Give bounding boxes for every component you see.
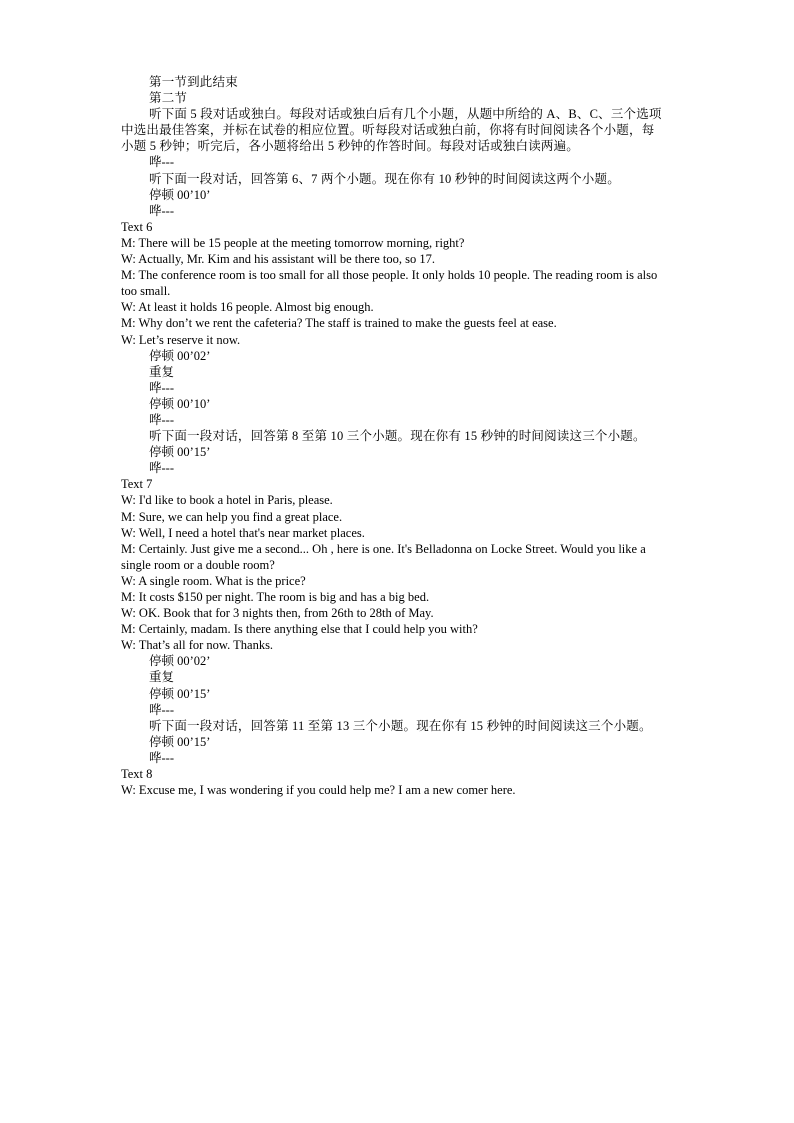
dialogue-line: W: Excuse me, I was wondering if you could help me? I am a new comer here. — [121, 783, 516, 798]
dialogue-line: W: At least it holds 16 people. Almost big enough. — [121, 300, 374, 315]
pause-cue: 停顿 00’15’ — [149, 734, 211, 749]
pause-cue: 停顿 00’02’ — [149, 654, 211, 669]
question-instruction: 听下面一段对话，回答第 6、7 两个小题。现在你有 10 秒钟的时间阅读这两个小题。 — [149, 171, 620, 186]
dialogue-line: M: Why don’t we rent the cafeteria? The staff is trained to make the guests feel at ease. — [121, 316, 557, 331]
dialogue-line: M: The conference room is too small for all those people. It only holds 10 people. The reading room is also too small. — [121, 268, 658, 299]
text-heading: Text 8 — [121, 767, 153, 782]
pause-cue: 停顿 00’15’ — [149, 445, 211, 460]
dialogue-line: W: That’s all for now. Thanks. — [121, 638, 274, 653]
pause-cue: 停顿 00’02’ — [149, 348, 211, 363]
beep-cue: 哗--- — [149, 750, 174, 765]
repeat-cue: 重复 — [149, 670, 175, 685]
beep-cue: 哗--- — [149, 412, 174, 427]
dialogue-line: W: Well, I need a hotel that's near market places. — [121, 525, 365, 540]
dialogue-line: M: Certainly. Just give me a second... Oh , here is one. It's Belladonna on Locke Street. Would you like a single room or a double room? — [121, 541, 646, 572]
instructions-paragraph: 听下面 5 段对话或独白。每段对话或独白后有几个小题，从题中所给的 A、B、C、三个选项中选出最佳答案，并标在试卷的相应位置。听每段对话或独白前，你将有时间阅读各个小题，每小题 5 秒钟；听完后，各小题将给出 5 秒钟的作答时间。每段对话或独白读两遍。 — [121, 107, 662, 154]
dialogue-line: W: Actually, Mr. Kim and his assistant will be there too, so 17. — [121, 252, 435, 267]
text-heading: Text 7 — [121, 477, 153, 492]
dialogue-line: W: OK. Book that for 3 nights then, from 26th to 28th of May. — [121, 606, 434, 621]
document-body — [121, 74, 667, 798]
beep-cue: 哗--- — [149, 702, 174, 717]
repeat-cue: 重复 — [149, 364, 175, 379]
dialogue-line: M: There will be 15 people at the meeting tomorrow morning, right? — [121, 235, 465, 250]
dialogue-line: W: A single room. What is the price? — [121, 573, 306, 588]
pause-cue: 停顿 00’10’ — [149, 396, 211, 411]
beep-cue: 哗--- — [149, 155, 174, 170]
pause-cue: 停顿 00’15’ — [149, 686, 211, 701]
dialogue-line: M: It costs $150 per night. The room is big and has a big bed. — [121, 590, 430, 604]
dialogue-line: W: Let’s reserve it now. — [121, 332, 241, 347]
pause-cue: 停顿 00’10’ — [149, 187, 211, 202]
beep-cue: 哗--- — [149, 203, 174, 218]
question-instruction: 听下面一段对话，回答第 8 至第 10 三个小题。现在你有 15 秒钟的时间阅读这三个小题。 — [149, 429, 646, 444]
text-heading: Text 6 — [121, 219, 153, 234]
section-end-line: 第一节到此结束 — [149, 75, 238, 89]
beep-cue: 哗--- — [149, 461, 174, 476]
dialogue-line: W: I'd like to book a hotel in Paris, please. — [121, 493, 333, 508]
dialogue-line: M: Certainly, madam. Is there anything else that I could help you with? — [121, 622, 478, 637]
section-heading: 第二节 — [149, 91, 188, 106]
beep-cue: 哗--- — [149, 380, 174, 395]
question-instruction: 听下面一段对话，回答第 11 至第 13 三个小题。现在你有 15 秒钟的时间阅读这三个小题。 — [149, 718, 652, 733]
dialogue-line: M: Sure, we can help you find a great place. — [121, 509, 343, 524]
